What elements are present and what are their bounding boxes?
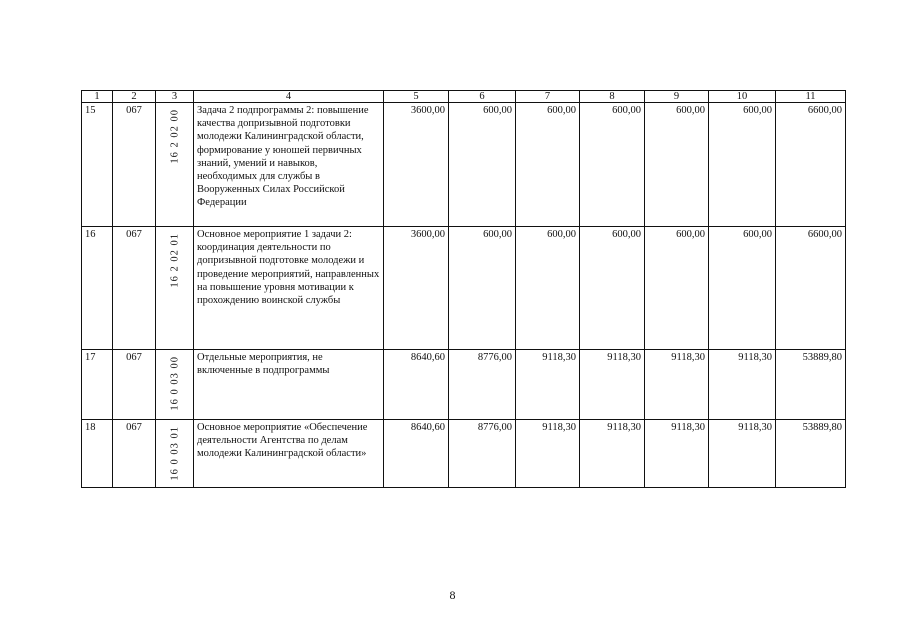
value-col-9: 9118,30 [645, 420, 709, 488]
value-col-8: 600,00 [580, 103, 645, 227]
program-code: 16 2 02 01 [168, 233, 180, 288]
header-cell-10: 10 [709, 91, 776, 103]
row-description: Основное мероприятие «Обеспечение деятельности Агентства по делам молодежи Калининградской области» [194, 420, 384, 488]
value-col-10: 9118,30 [709, 350, 776, 420]
table-row [82, 103, 846, 227]
value-col-10: 600,00 [709, 103, 776, 227]
header-row [82, 91, 846, 103]
row-description: Основное мероприятие 1 задачи 2: координация деятельности по допризывной подготовке молодежи и проведение мероприятий, направленных на повышение уровня мотивации к прохождению воинской службы [194, 227, 384, 350]
program-code-cell [156, 420, 194, 488]
header-cell-2: 2 [113, 91, 156, 103]
value-col-7: 9118,30 [516, 420, 580, 488]
page-number: 8 [449, 588, 456, 602]
program-code-cell [156, 350, 194, 420]
program-code-cell [156, 103, 194, 227]
header-cell-6: 6 [449, 91, 516, 103]
row-description: Задача 2 подпрограммы 2: повышение качества допризывной подготовки молодежи Калининградской области, формирование у юношей первичных знаний, умений и навыков, необходимых для службы в Вооруженных Силах Российской Федерации [194, 103, 384, 227]
row-number: 16 [82, 227, 113, 350]
value-col-8: 9118,30 [580, 350, 645, 420]
value-col-8: 9118,30 [580, 420, 645, 488]
value-col-6: 8776,00 [449, 420, 516, 488]
table-row [82, 420, 846, 488]
org-code: 067 [113, 420, 156, 488]
value-col-5: 3600,00 [384, 227, 449, 350]
org-code: 067 [113, 227, 156, 350]
program-code: 16 2 02 00 [168, 109, 180, 164]
value-col-7: 600,00 [516, 103, 580, 227]
header-cell-3: 3 [156, 91, 194, 103]
value-col-5: 8640,60 [384, 420, 449, 488]
row-number: 17 [82, 350, 113, 420]
row-description: Отдельные мероприятия, не включенные в подпрограммы [194, 350, 384, 420]
value-col-9: 600,00 [645, 103, 709, 227]
row-number: 15 [82, 103, 113, 227]
value-col-9: 9118,30 [645, 350, 709, 420]
row-number: 18 [82, 420, 113, 488]
value-col-11-total: 53889,80 [776, 420, 846, 488]
value-col-6: 600,00 [449, 103, 516, 227]
value-col-10: 9118,30 [709, 420, 776, 488]
value-col-7: 9118,30 [516, 350, 580, 420]
header-cell-1: 1 [82, 91, 113, 103]
table-row [82, 350, 846, 420]
value-col-6: 8776,00 [449, 350, 516, 420]
header-cell-7: 7 [516, 91, 580, 103]
value-col-8: 600,00 [580, 227, 645, 350]
header-cell-4: 4 [194, 91, 384, 103]
org-code: 067 [113, 350, 156, 420]
header-cell-5: 5 [384, 91, 449, 103]
budget-table [81, 90, 846, 488]
value-col-11-total: 6600,00 [776, 227, 846, 350]
value-col-10: 600,00 [709, 227, 776, 350]
value-col-5: 8640,60 [384, 350, 449, 420]
value-col-5: 3600,00 [384, 103, 449, 227]
value-col-7: 600,00 [516, 227, 580, 350]
value-col-6: 600,00 [449, 227, 516, 350]
value-col-9: 600,00 [645, 227, 709, 350]
org-code: 067 [113, 103, 156, 227]
program-code: 16 0 03 00 [168, 356, 180, 411]
header-cell-9: 9 [645, 91, 709, 103]
program-code: 16 0 03 01 [168, 426, 180, 481]
header-cell-8: 8 [580, 91, 645, 103]
header-cell-11: 11 [776, 91, 846, 103]
value-col-11-total: 6600,00 [776, 103, 846, 227]
program-code-cell [156, 227, 194, 350]
value-col-11-total: 53889,80 [776, 350, 846, 420]
table-row [82, 227, 846, 350]
